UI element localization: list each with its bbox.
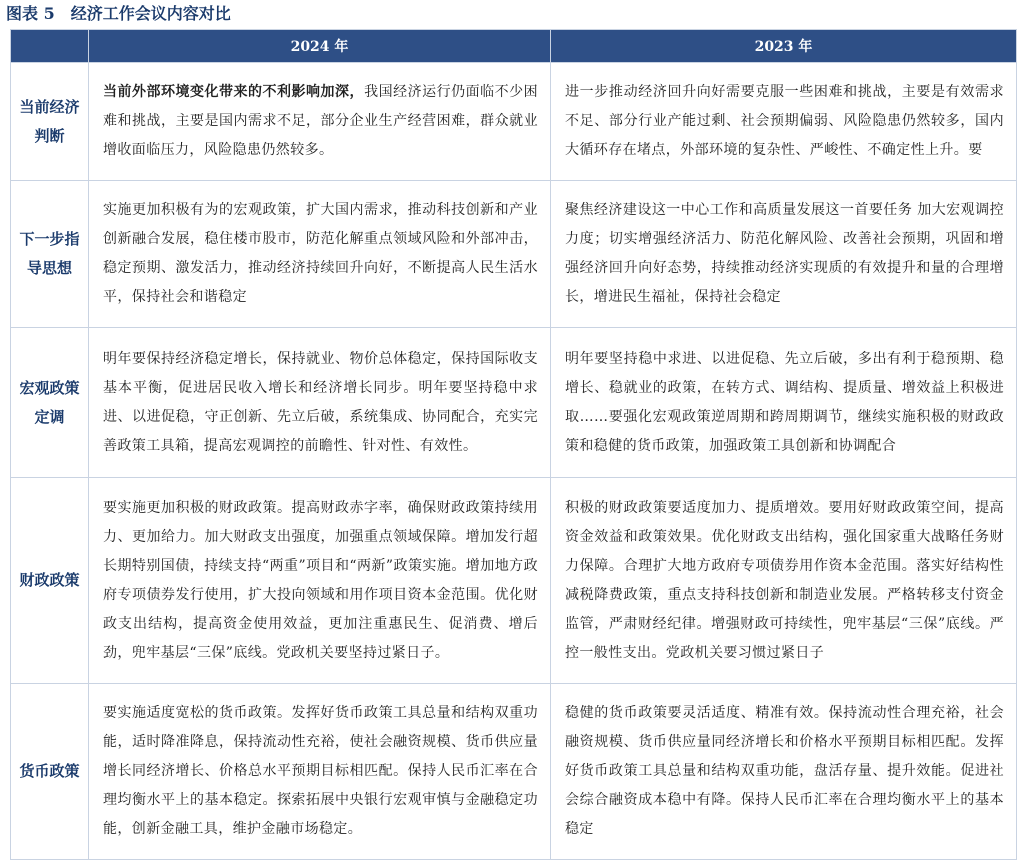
header-corner — [11, 30, 89, 63]
header-2023: 2023 年 — [551, 30, 1017, 63]
cell-2024-current-judgment — [89, 63, 551, 181]
comparison-table — [10, 29, 1017, 860]
row-label-macro-policy: 宏观政策定调 — [11, 328, 89, 478]
row-label-current-judgment: 当前经济判断 — [11, 63, 89, 181]
cell-2024-monetary-policy: 要实施适度宽松的货币政策。发挥好货币政策工具总量和结构双重功能，适时降准降息，保持流动性充裕，使社会融资规模、货币供应量增长同经济增长、价格总水平预期目标相匹配。保持人民币汇率在合理均衡水平上的基本稳定。探索拓展中央银行宏观审慎与金融稳定功能，创新金融工具，维护金融市场稳定。 — [89, 684, 551, 860]
table-row — [11, 328, 1017, 478]
cell-2023-monetary-policy: 稳健的货币政策要灵活适度、精准有效。保持流动性合理充裕，社会融资规模、货币供应量同经济增长和价格水平预期目标相匹配。发挥好货币政策工具总量和结构双重功能，盘活存量、提升效能。促进社会综合融资成本稳中有降。保持人民币汇率在合理均衡水平上的基本稳定 — [551, 684, 1017, 860]
cell-2024-guiding-thought: 实施更加积极有为的宏观政策，扩大国内需求，推动科技创新和产业创新融合发展，稳住楼市股市，防范化解重点领域风险和外部冲击，稳定预期、激发活力，推动经济持续回升向好，不断提高人民生活水平，保持社会和谐稳定 — [89, 181, 551, 328]
figure-title: 图表 5 经济工作会议内容对比 — [6, 4, 231, 23]
cell-2023-current-judgment: 进一步推动经济回升向好需要克服一些困难和挑战，主要是有效需求不足、部分行业产能过剩、社会预期偏弱、风险隐患仍然较多，国内大循环存在堵点，外部环境的复杂性、严峻性、不确定性上升。要 — [551, 63, 1017, 181]
cell-2024-fiscal-policy: 要实施更加积极的财政政策。提高财政赤字率，确保财政政策持续用力、更加给力。加大财政支出强度，加强重点领域保障。增加发行超长期特别国债，持续支持“两重”项目和“两新”政策实施。增加地方政府专项债券发行使用，扩大投向领域和用作项目资本金范围。优化财政支出结构，提高资金使用效益，更加注重惠民生、促消费、增后劲，兜牢基层“三保”底线。党政机关要坚持过紧日子。 — [89, 478, 551, 684]
cell-2023-guiding-thought: 聚焦经济建设这一中心工作和高质量发展这一首要任务 加大宏观调控力度；切实增强经济活力、防范化解风险、改善社会预期，巩固和增强经济回升向好态势，持续推动经济实现质的有效提升和量的合理增长，增进民生福祉，保持社会稳定 — [551, 181, 1017, 328]
cell-2023-macro-policy: 明年要坚持稳中求进、以进促稳、先立后破，多出有利于稳预期、稳增长、稳就业的政策，在转方式、调结构、提质量、增效益上积极进取……要强化宏观政策逆周期和跨周期调节，继续实施积极的财政政策和稳健的货币政策，加强政策工具创新和协调配合 — [551, 328, 1017, 478]
header-2024: 2024 年 — [89, 30, 551, 63]
row-label-monetary-policy: 货币政策 — [11, 684, 89, 860]
cell-2024-lead: 当前外部环境变化带来的不利影响加深， — [103, 84, 365, 100]
row-label-guiding-thought: 下一步指导思想 — [11, 181, 89, 328]
table-row — [11, 684, 1017, 860]
table-row — [11, 63, 1017, 181]
cell-2024-macro-policy: 明年要保持经济稳定增长，保持就业、物价总体稳定，保持国际收支基本平衡，促进居民收入增长和经济增长同步。明年要坚持稳中求进、以进促稳，守正创新、先立后破，系统集成、协同配合，充实完善政策工具箱，提高宏观调控的前瞻性、针对性、有效性。 — [89, 328, 551, 478]
table-row — [11, 181, 1017, 328]
cell-2024-text: 我国经济运行仍面临不少困难和挑战，主要是国内需求不足，部分企业生产经营困难，群众就业增收面临压力，风险隐患仍然较多。 — [103, 84, 538, 158]
cell-2023-fiscal-policy: 积极的财政政策要适度加力、提质增效。要用好财政政策空间，提高资金效益和政策效果。优化财政支出结构，强化国家重大战略任务财力保障。合理扩大地方政府专项债券用作资本金范围。落实好结构性减税降费政策，重点支持科技创新和制造业发展。严格转移支付资金监管，严肃财经纪律。增强财政可持续性，兜牢基层“三保”底线。严控一般性支出。党政机关要习惯过紧日子 — [551, 478, 1017, 684]
row-label-fiscal-policy: 财政政策 — [11, 478, 89, 684]
table-row — [11, 478, 1017, 684]
table-header-row — [11, 30, 1017, 63]
